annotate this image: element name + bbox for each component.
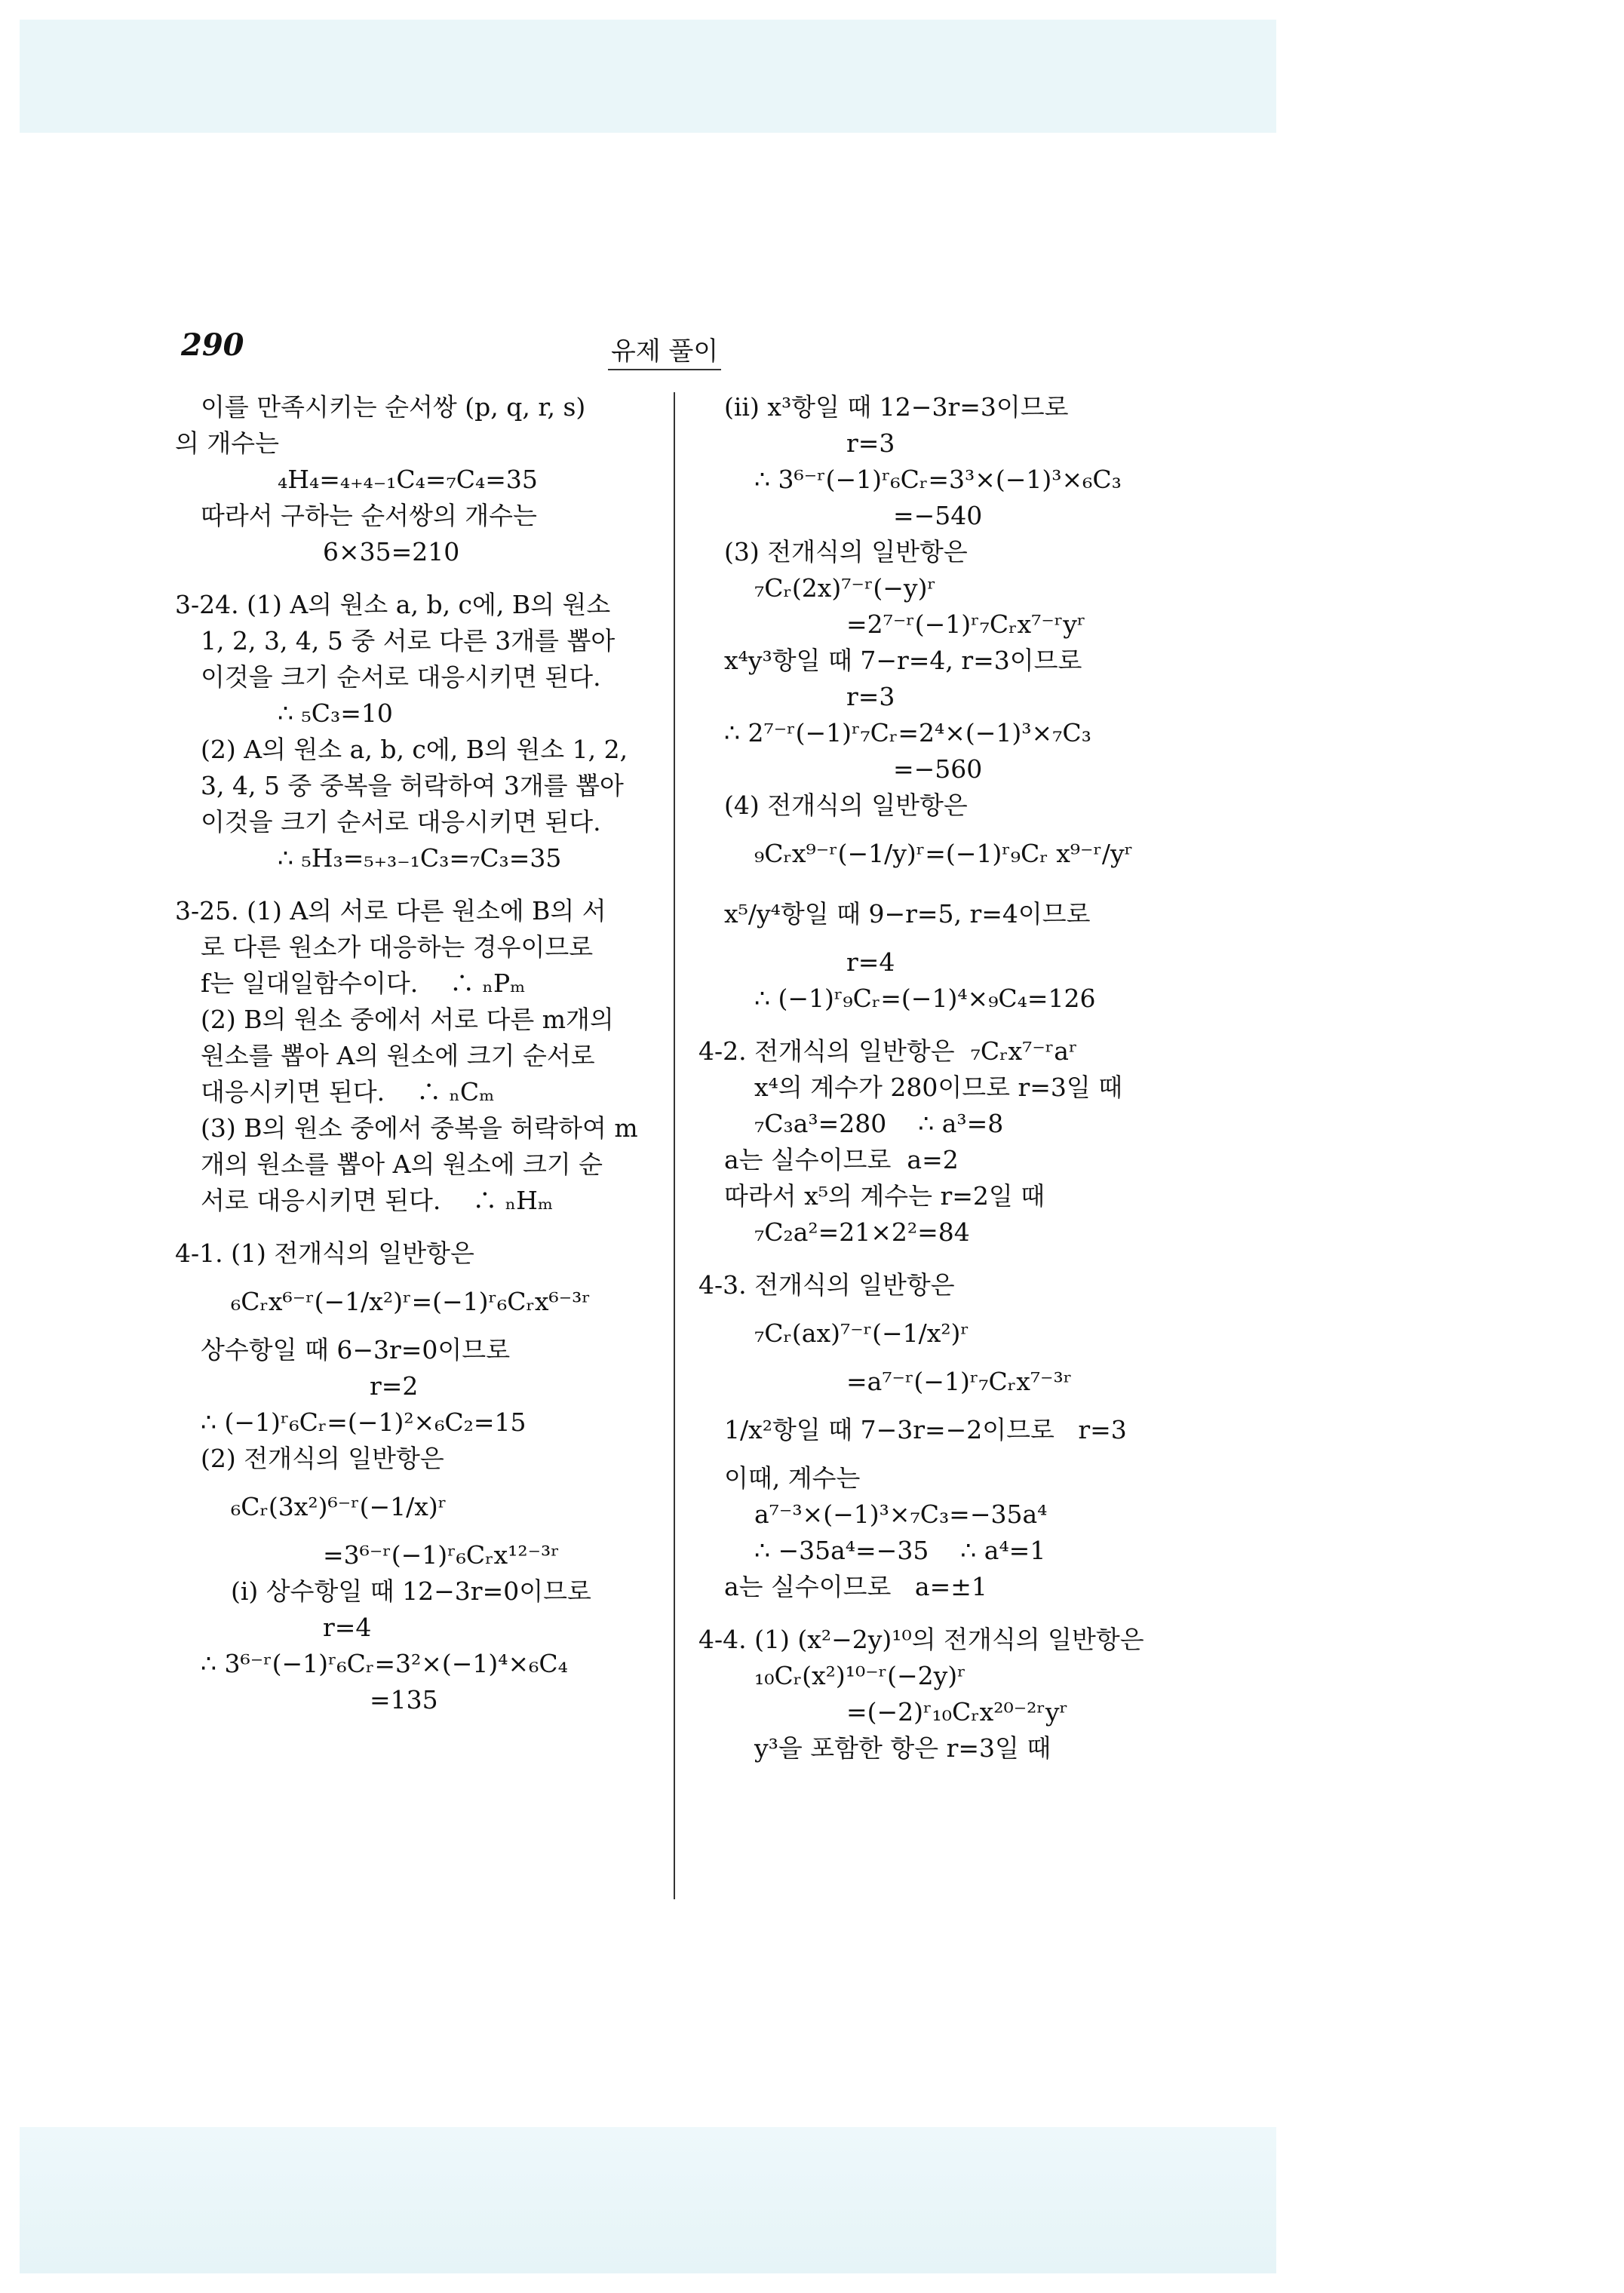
problem-heading-line: 4-3. 전개식의 일반항은 bbox=[698, 1270, 955, 1300]
column-divider bbox=[674, 392, 675, 1899]
problem-heading-line: 4-1. (1) 전개식의 일반항은 bbox=[175, 1239, 474, 1268]
solution-line: r=4 bbox=[323, 1613, 372, 1642]
bottom-margin-band bbox=[20, 2127, 1276, 2273]
top-margin-band bbox=[20, 20, 1276, 133]
solution-line: 1/x²항일 때 7−3r=−2이므로 r=3 bbox=[724, 1415, 1127, 1444]
solution-line: =135 bbox=[370, 1685, 438, 1714]
solution-line: ∴ 3⁶⁻ʳ(−1)ʳ₆Cᵣ=3²×(−1)⁴×₆C₄ bbox=[201, 1649, 568, 1678]
solution-line: ₄H₄=₄₊₄₋₁C₄=₇C₄=35 bbox=[278, 465, 538, 494]
page-number: 290 bbox=[181, 327, 244, 363]
solution-line: (4) 전개식의 일반항은 bbox=[724, 790, 968, 820]
problem-heading-line: 4-2. 전개식의 일반항은 ₇Cᵣx⁷⁻ʳaʳ bbox=[698, 1036, 1078, 1066]
solution-line: r=3 bbox=[846, 682, 895, 711]
solution-line: (3) B의 원소 중에서 중복을 허락하여 m bbox=[201, 1113, 638, 1143]
solution-line: 이것을 크기 순서로 대응시키면 된다. bbox=[201, 807, 601, 836]
solution-line: ₇C₃a³=280 ∴ a³=8 bbox=[754, 1109, 1004, 1138]
solution-line: 6×35=210 bbox=[323, 537, 460, 566]
solution-line: 이것을 크기 순서로 대응시키면 된다. bbox=[201, 662, 601, 692]
solution-line: (3) 전개식의 일반항은 bbox=[724, 537, 968, 566]
left-column bbox=[175, 389, 658, 1718]
problem-heading-line: 3-24. (1) A의 원소 a, b, c에, B의 원소 bbox=[175, 590, 611, 619]
solution-line: ₁₀Cᵣ(x²)¹⁰⁻ʳ(−2y)ʳ bbox=[754, 1661, 966, 1690]
solution-line: 이때, 계수는 bbox=[724, 1463, 861, 1493]
solution-line: r=2 bbox=[370, 1371, 419, 1401]
solution-line: r=3 bbox=[846, 428, 895, 458]
solution-line: a⁷⁻³×(−1)³×₇C₃=−35a⁴ bbox=[754, 1500, 1048, 1529]
solution-line: ∴ 2⁷⁻ʳ(−1)ʳ₇Cᵣ=2⁴×(−1)³×₇C₃ bbox=[724, 718, 1091, 747]
solution-line: ∴ (−1)ʳ₉Cᵣ=(−1)⁴×₉C₄=126 bbox=[754, 984, 1096, 1013]
solution-line: ₉Cᵣx⁹⁻ʳ(−1/y)ʳ=(−1)ʳ₉Cᵣ x⁹⁻ʳ/yʳ bbox=[754, 839, 1134, 868]
solution-line: ₆Cᵣ(3x²)⁶⁻ʳ(−1/x)ʳ bbox=[231, 1492, 447, 1521]
solution-line: (2) 전개식의 일반항은 bbox=[201, 1444, 444, 1473]
solution-line: ∴ ₅C₃=10 bbox=[278, 698, 393, 728]
solution-line: 따라서 구하는 순서쌍의 개수는 bbox=[201, 501, 537, 530]
solution-line: a는 실수이므로 a=2 bbox=[724, 1145, 959, 1174]
solution-line: (i) 상수항일 때 12−3r=0이므로 bbox=[231, 1576, 591, 1606]
solution-line: ∴ −35a⁴=−35 ∴ a⁴=1 bbox=[754, 1536, 1046, 1565]
solution-line: x⁵/y⁴항일 때 9−r=5, r=4이므로 bbox=[724, 899, 1091, 929]
solution-line: 이를 만족시키는 순서쌍 (p, q, r, s) bbox=[201, 392, 586, 422]
solution-line: 원소를 뽑아 A의 원소에 크기 순서로 bbox=[201, 1041, 595, 1070]
solution-line: 상수항일 때 6−3r=0이므로 bbox=[201, 1335, 511, 1364]
solution-line: (ii) x³항일 때 12−3r=3이므로 bbox=[724, 392, 1069, 422]
solution-line: 대응시키면 된다. ∴ ₙCₘ bbox=[201, 1077, 495, 1107]
solution-line: 1, 2, 3, 4, 5 중 서로 다른 3개를 뽑아 bbox=[201, 626, 616, 655]
solution-line: ₇C₂a²=21×2²=84 bbox=[754, 1217, 970, 1247]
solution-line: =2⁷⁻ʳ(−1)ʳ₇Cᵣx⁷⁻ʳyʳ bbox=[846, 609, 1086, 639]
solution-line: 서로 대응시키면 된다. ∴ ₙHₘ bbox=[201, 1186, 554, 1215]
solution-line: ₇Cᵣ(ax)⁷⁻ʳ(−1/x²)ʳ bbox=[754, 1318, 969, 1348]
solution-line: =a⁷⁻ʳ(−1)ʳ₇Cᵣx⁷⁻³ʳ bbox=[846, 1367, 1073, 1396]
solution-line: ₇Cᵣ(2x)⁷⁻ʳ(−y)ʳ bbox=[754, 573, 936, 603]
solution-line: 따라서 x⁵의 계수는 r=2일 때 bbox=[724, 1181, 1045, 1211]
solution-line: x⁴y³항일 때 7−r=4, r=3이므로 bbox=[724, 646, 1082, 675]
solution-line: =−560 bbox=[893, 754, 983, 784]
solution-line: 3, 4, 5 중 중복을 허락하여 3개를 뽑아 bbox=[201, 771, 624, 800]
solution-line: =3⁶⁻ʳ(−1)ʳ₆Cᵣx¹²⁻³ʳ bbox=[323, 1540, 560, 1570]
right-column bbox=[698, 389, 1219, 1767]
solution-line: ∴ 3⁶⁻ʳ(−1)ʳ₆Cᵣ=3³×(−1)³×₆C₃ bbox=[754, 465, 1122, 494]
solution-line: f는 일대일함수이다. ∴ ₙPₘ bbox=[201, 968, 526, 998]
page-title: 유제 풀이 bbox=[608, 330, 721, 370]
solution-line: r=4 bbox=[846, 947, 895, 977]
problem-heading-line: 4-4. (1) (x²−2y)¹⁰의 전개식의 일반항은 bbox=[698, 1625, 1144, 1654]
solution-line: 의 개수는 bbox=[175, 428, 280, 458]
page-header bbox=[181, 327, 739, 365]
problem-heading-line: 3-25. (1) A의 서로 다른 원소에 B의 서 bbox=[175, 896, 606, 925]
solution-line: ∴ ₅H₃=₅₊₃₋₁C₃=₇C₃=35 bbox=[278, 843, 562, 873]
solution-line: ₆Cᵣx⁶⁻ʳ(−1/x²)ʳ=(−1)ʳ₆Cᵣx⁶⁻³ʳ bbox=[231, 1287, 591, 1316]
solution-line: =−540 bbox=[893, 501, 983, 530]
solution-line: 로 다른 원소가 대응하는 경우이므로 bbox=[201, 932, 594, 962]
solution-line: (2) A의 원소 a, b, c에, B의 원소 1, 2, bbox=[201, 735, 628, 764]
solution-line: ∴ (−1)ʳ₆Cᵣ=(−1)²×₆C₂=15 bbox=[201, 1407, 526, 1437]
solution-line: y³을 포함한 항은 r=3일 때 bbox=[754, 1733, 1051, 1763]
solution-line: =(−2)ʳ₁₀Cᵣx²⁰⁻²ʳyʳ bbox=[846, 1697, 1068, 1727]
solution-line: a는 실수이므로 a=±1 bbox=[724, 1572, 987, 1601]
solution-line: 개의 원소를 뽑아 A의 원소에 크기 순 bbox=[201, 1150, 603, 1179]
solution-line: x⁴의 계수가 280이므로 r=3일 때 bbox=[754, 1073, 1123, 1102]
solution-line: (2) B의 원소 중에서 서로 다른 m개의 bbox=[201, 1005, 614, 1034]
